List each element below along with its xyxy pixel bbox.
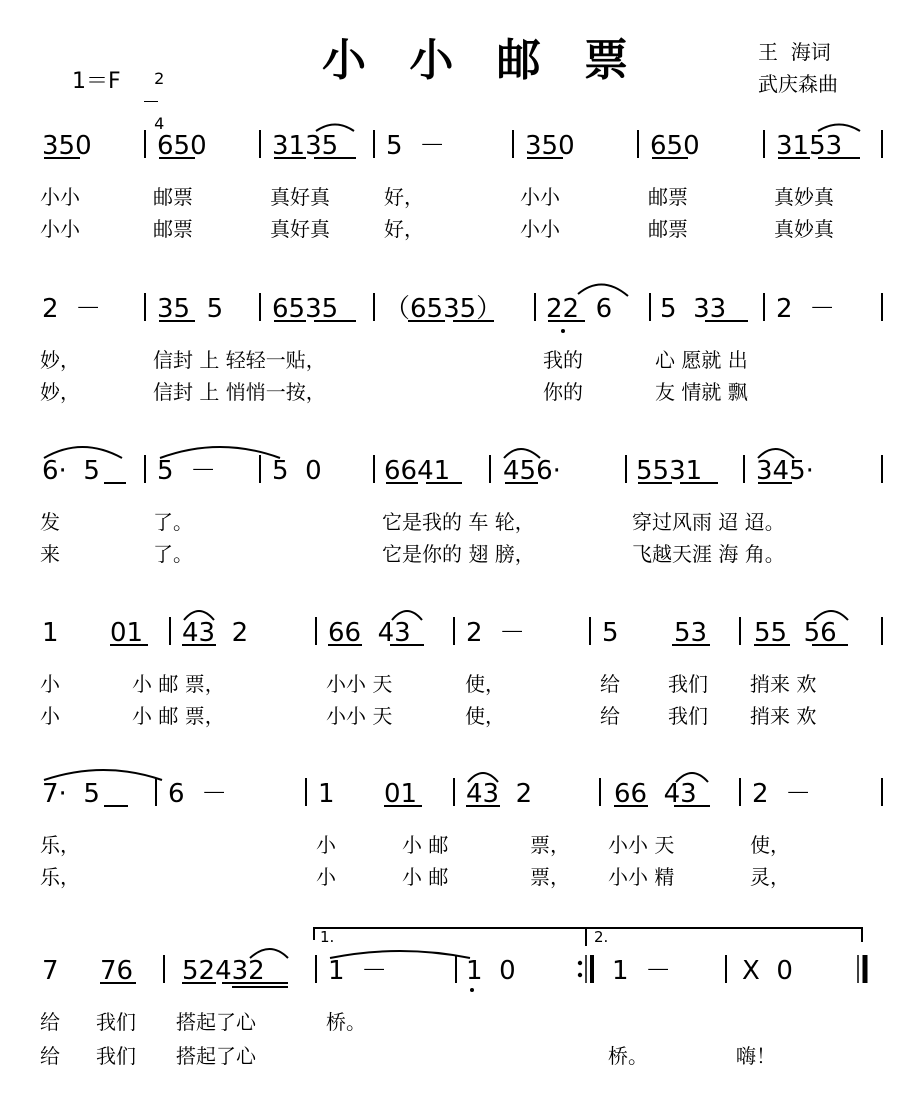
volta-2-bracket: [586, 928, 862, 942]
lyric: 小 邮: [402, 865, 449, 889]
slur: [316, 125, 354, 132]
slur: [250, 949, 288, 958]
measure-notes: 6535: [272, 294, 339, 324]
measure-notes: 2 －: [42, 294, 102, 324]
lyric: 乐，: [40, 833, 80, 857]
slur: [504, 449, 540, 458]
slur: [676, 773, 708, 782]
measure-notes: 7· 5: [42, 779, 100, 809]
lyric: 飞越天涯 海 角。: [632, 542, 785, 566]
measure-notes: 5 －: [386, 131, 446, 161]
measure-notes: 43 2: [466, 779, 533, 809]
measure-notes: （6535）: [384, 294, 503, 324]
lyric: 小小: [520, 185, 560, 209]
lyric: 小小: [520, 217, 560, 241]
slur: [184, 611, 214, 620]
lyric: 我们: [668, 704, 708, 728]
lyric: 小小 天: [608, 833, 675, 857]
slur: [578, 284, 628, 296]
lyric: 使，: [465, 704, 505, 728]
measure-notes: 7: [42, 956, 59, 986]
repeat-dot: [578, 973, 582, 977]
lyric: 了。: [153, 510, 193, 534]
volta-1-label: 1.: [320, 928, 335, 946]
lyric: 真妙真: [774, 185, 834, 209]
measure-notes: 01: [384, 779, 418, 809]
measure-notes: 350: [525, 131, 575, 161]
lyric: 我的: [543, 348, 583, 372]
lyric: 信封 上 轻轻一贴，: [153, 348, 326, 372]
lyric: 好，: [384, 217, 424, 241]
time-sig-bottom: 4: [154, 114, 165, 133]
volta-2-label: 2.: [594, 928, 609, 946]
slur: [160, 447, 280, 458]
slur: [44, 447, 122, 458]
key-signature: 1＝F: [72, 69, 121, 94]
composer-credit: 武庆森曲: [758, 72, 838, 96]
measure-notes: 5 33: [660, 294, 727, 324]
lyric: 给: [600, 672, 620, 696]
repeat-dot: [578, 961, 582, 965]
lyric: 小小: [40, 185, 80, 209]
lyric: 发: [40, 510, 60, 534]
measure-notes: 6· 5: [42, 456, 100, 486]
lyric: 小 邮 票，: [132, 672, 225, 696]
measure-notes: 3135: [272, 131, 339, 161]
barlines-system-6: [164, 955, 726, 986]
measure-notes: 5 －: [157, 456, 217, 486]
lyric: 乐，: [40, 865, 80, 889]
measure-notes: 66 43: [328, 618, 411, 648]
measure-notes: 52432: [182, 956, 265, 986]
lyric: 嗨！: [736, 1044, 776, 1068]
lyric: 邮票: [153, 185, 193, 209]
lyric: 来: [40, 542, 60, 566]
measure-notes: 1: [42, 618, 59, 648]
lyric: 捎来 欢: [750, 704, 817, 728]
lyric: 搭起了心: [176, 1010, 256, 1034]
lyric: 邮票: [648, 185, 688, 209]
lyric: 搭起了心: [176, 1044, 256, 1068]
measure-notes: 2 －: [776, 294, 836, 324]
barlines-system-3: [145, 455, 882, 486]
measure-notes: 5531: [636, 456, 703, 486]
lyric: 邮票: [648, 217, 688, 241]
lyric: 小小 天: [326, 672, 393, 696]
measure-notes: 53: [674, 618, 708, 648]
lyric: 桥。: [608, 1044, 648, 1068]
slur: [392, 611, 422, 620]
slur: [814, 611, 848, 620]
measure-notes: 650: [650, 131, 700, 161]
measure-notes: 2 －: [466, 618, 526, 648]
slur: [468, 773, 498, 782]
lyric: 它是我的 车 轮，: [382, 510, 535, 534]
measure-notes: 1 0: [466, 956, 516, 986]
volta-1-bracket: [314, 928, 586, 946]
lyric: 票，: [530, 833, 570, 857]
lyric: 友 情就 飘: [655, 380, 748, 404]
lyric: 小小 精: [608, 865, 675, 889]
lyric: 小: [40, 672, 60, 696]
measure-notes: 1: [318, 779, 335, 809]
lyric: 给: [40, 1010, 60, 1034]
barlines-system-1: [145, 130, 882, 161]
measure-notes: 66 43: [614, 779, 697, 809]
lyric: 真好真: [270, 217, 330, 241]
measure-notes: 43 2: [182, 618, 249, 648]
slur: [44, 770, 162, 780]
lyric: 心 愿就 出: [655, 348, 748, 372]
lyric: 小小 天: [326, 704, 393, 728]
measure-notes: 6641: [384, 456, 451, 486]
slur: [330, 951, 470, 958]
lyric: 我们: [96, 1044, 136, 1068]
beams-system-6: [100, 983, 288, 987]
measure-notes: 5 0: [272, 456, 322, 486]
lyric: 给: [600, 704, 620, 728]
measure-notes: 22 6: [546, 294, 613, 324]
measure-notes: X 0: [742, 956, 793, 986]
lyric: 使，: [750, 833, 790, 857]
measure-notes: 345·: [756, 456, 814, 486]
measure-notes: 456·: [503, 456, 561, 486]
lyric: 它是你的 翅 膀，: [382, 542, 535, 566]
lyric: 妙，: [40, 348, 80, 372]
measure-notes: 3153: [776, 131, 843, 161]
lyric: 我们: [96, 1010, 136, 1034]
lyric: 灵，: [750, 865, 790, 889]
lyric: 信封 上 悄悄一按，: [153, 380, 326, 404]
measure-notes: 6 －: [168, 779, 228, 809]
song-title: 小 小 邮 票: [322, 35, 642, 86]
lyric: 桥。: [326, 1010, 366, 1034]
lyric: 小: [316, 833, 336, 857]
lyric: 邮票: [153, 217, 193, 241]
barlines-system-5: [156, 778, 882, 809]
measure-notes: 2 －: [752, 779, 812, 809]
time-sig-top: 2: [154, 69, 165, 88]
lyric: 好，: [384, 185, 424, 209]
lyric: 穿过风雨 迢 迢。: [632, 510, 785, 534]
lyric: 你的: [543, 380, 583, 404]
barlines-system-2: [145, 293, 882, 324]
lyric: 小 邮: [402, 833, 449, 857]
measure-notes: 1 －: [612, 956, 672, 986]
lyric: 使，: [465, 672, 505, 696]
measure-notes: 35 5: [157, 294, 224, 324]
lyric: 真好真: [270, 185, 330, 209]
measure-notes: 01: [110, 618, 144, 648]
lyric: 小: [40, 704, 60, 728]
barlines-system-4: [170, 617, 882, 648]
lyric: 我们: [668, 672, 708, 696]
lyricist-credit: 王 海词: [758, 40, 831, 64]
measure-notes: 76: [100, 956, 134, 986]
measure-notes: 1 －: [328, 956, 388, 986]
lyric: 妙，: [40, 380, 80, 404]
lyric: 小小: [40, 217, 80, 241]
slur: [818, 125, 860, 132]
lyric: 捎来 欢: [750, 672, 817, 696]
measure-notes: 5: [602, 618, 619, 648]
lyric: 给: [40, 1044, 60, 1068]
lyric: 真妙真: [774, 217, 834, 241]
slur: [758, 449, 794, 458]
measure-notes: 350: [42, 131, 92, 161]
lyric: 小 邮 票，: [132, 704, 225, 728]
lyric: 小: [316, 865, 336, 889]
lyric: 了。: [153, 542, 193, 566]
measure-notes: 55 56: [754, 618, 837, 648]
lyric: 票，: [530, 865, 570, 889]
measure-notes: 650: [157, 131, 207, 161]
